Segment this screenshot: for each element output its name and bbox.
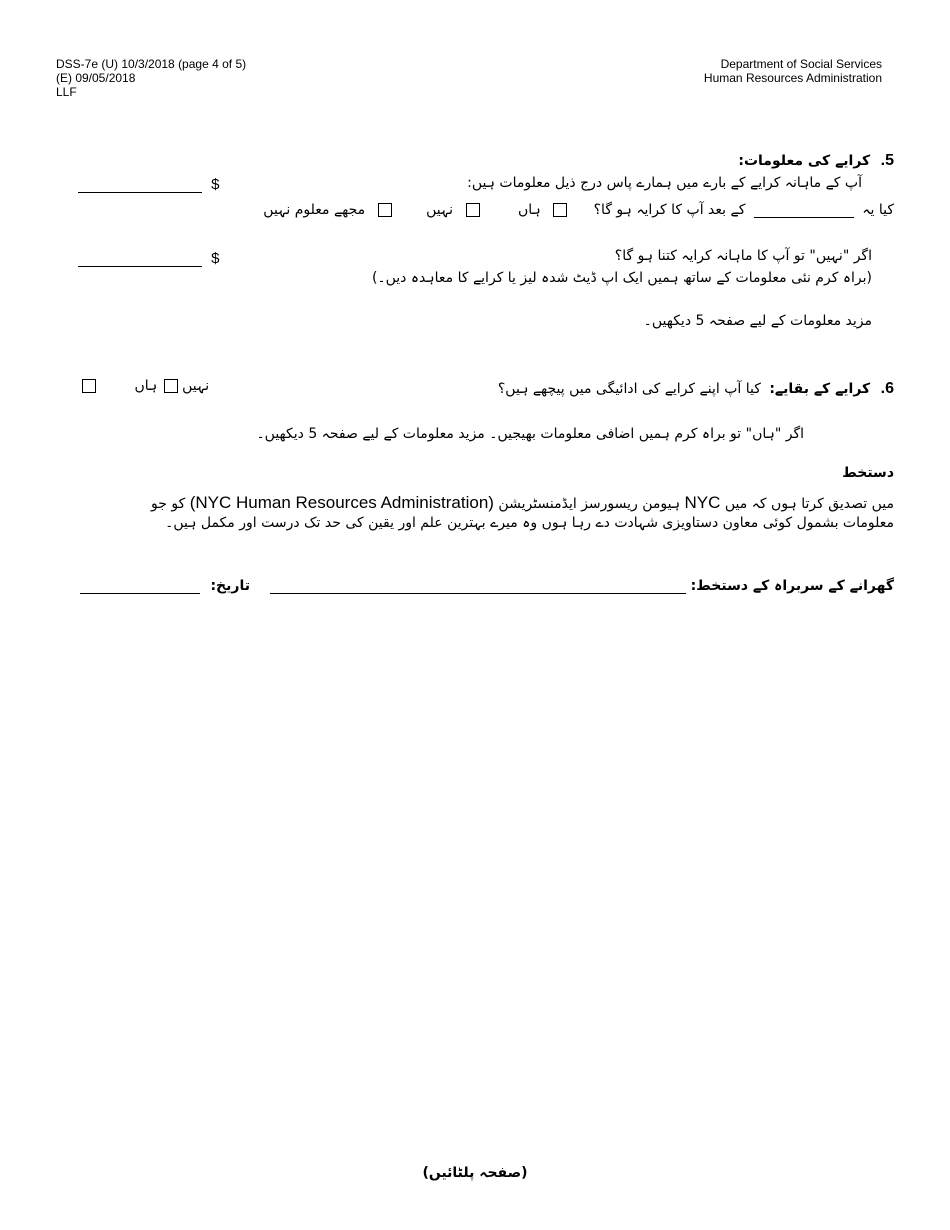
question-prefix: کیا یہ [862,202,894,218]
new-rent-blank[interactable] [78,252,202,267]
form-code: LLF [56,85,77,99]
administration-name: Human Resources Administration [703,71,882,85]
form-header-right [704,57,882,85]
section6-number: 6. [880,380,894,397]
dollar-sign: $ [211,176,220,193]
date-row [80,578,250,594]
if-no-line: اگر "نہیں" تو آپ کا ماہانہ کرایہ کتنا ہو گا؟ [614,248,872,264]
cert-part2: ہیومن ریسورسز ایڈمنسٹریشن [498,496,681,512]
turn-page-note: (صفحہ پلٹائیں) [422,1165,528,1181]
section6-title: کرایے کے بقایے: [769,381,871,397]
rent-yes-label: ہاں [517,202,541,218]
section5-title: کرایے کی معلومات: [738,153,871,169]
dollar-sign-2: $ [211,250,220,267]
question-suffix: کے بعد آپ کا کرایہ ہو گا؟ [593,202,746,218]
edition-date: (E) 09/05/2018 [56,71,136,85]
see-page-5-note: مزید معلومات کے لیے صفحہ 5 دیکھیں۔ [643,313,872,329]
monthly-rent-amount-field[interactable] [78,174,219,193]
section5-heading [738,152,894,170]
signature-heading: دستخط [842,465,894,481]
monthly-rent-line: آپ کے ماہانہ کرایے کے بارے میں ہمارے پاس درج ذیل معلومات ہیں: [467,175,862,191]
rent-dont-know-label: مجھے معلوم نہیں [263,202,366,218]
lease-note: (براہ کرم نئی معلومات کے ساتھ ہمیں ایک اپ ڈیٹ شدہ لیز یا کرایے کا معاہدہ دیں۔) [371,270,872,286]
date-label: تاریخ: [210,578,250,594]
section6-question: کیا آپ اپنے کرایے کی ادائیگی میں پیچھے ہیں؟ [497,381,761,397]
monthly-rent-blank[interactable] [78,178,202,193]
head-signature-blank[interactable] [270,579,686,594]
head-signature-row [270,578,894,594]
rent-no-checkbox[interactable] [466,203,480,217]
rent-yes-checkbox[interactable] [553,203,567,217]
arrears-yes-checkbox[interactable] [82,379,96,393]
cert-part1: میں تصدیق کرتا ہوں کہ میں [724,496,894,512]
new-rent-amount-field[interactable] [78,248,219,267]
rent-no-label: نہیں [426,202,454,218]
arrears-yes-label: ہاں [134,378,158,394]
head-signature-label: گھرانے کے سربراہ کے دستخط: [690,578,894,594]
if-yes-note: اگر "ہاں" تو براہ کرم ہمیں اضافی معلومات بھیجیں۔ مزید معلومات کے لیے صفحہ 5 دیکھیں۔ [256,426,804,442]
arrears-no-checkbox[interactable] [164,379,178,393]
form-id: DSS-7e (U) 10/3/2018 (page 4 of 5) [56,57,247,71]
certification-line-2: معلومات بشمول کوئی معاون دستاویزی شہادت دے رہا ہوں وہ میرے بہترین علم اور یقین کی حد تک درست اور مکمل ہیں۔ [165,515,894,531]
certification-line-1 [151,493,894,513]
form-header-left [56,57,246,99]
arrears-no-label: نہیں [182,378,210,394]
cert-part3: کو جو [151,496,186,512]
section5-number: 5. [880,152,894,169]
cert-hra: (NYC Human Resources Administration) [189,493,494,512]
rent-question-line [263,202,894,218]
rent-dont-know-checkbox[interactable] [378,203,392,217]
section6-line [498,380,894,398]
date-blank[interactable] [80,579,200,594]
arrears-options [80,378,209,394]
cert-nyc: NYC [684,493,721,512]
rent-date-blank[interactable] [754,203,854,218]
department-name: Department of Social Services [720,57,882,71]
